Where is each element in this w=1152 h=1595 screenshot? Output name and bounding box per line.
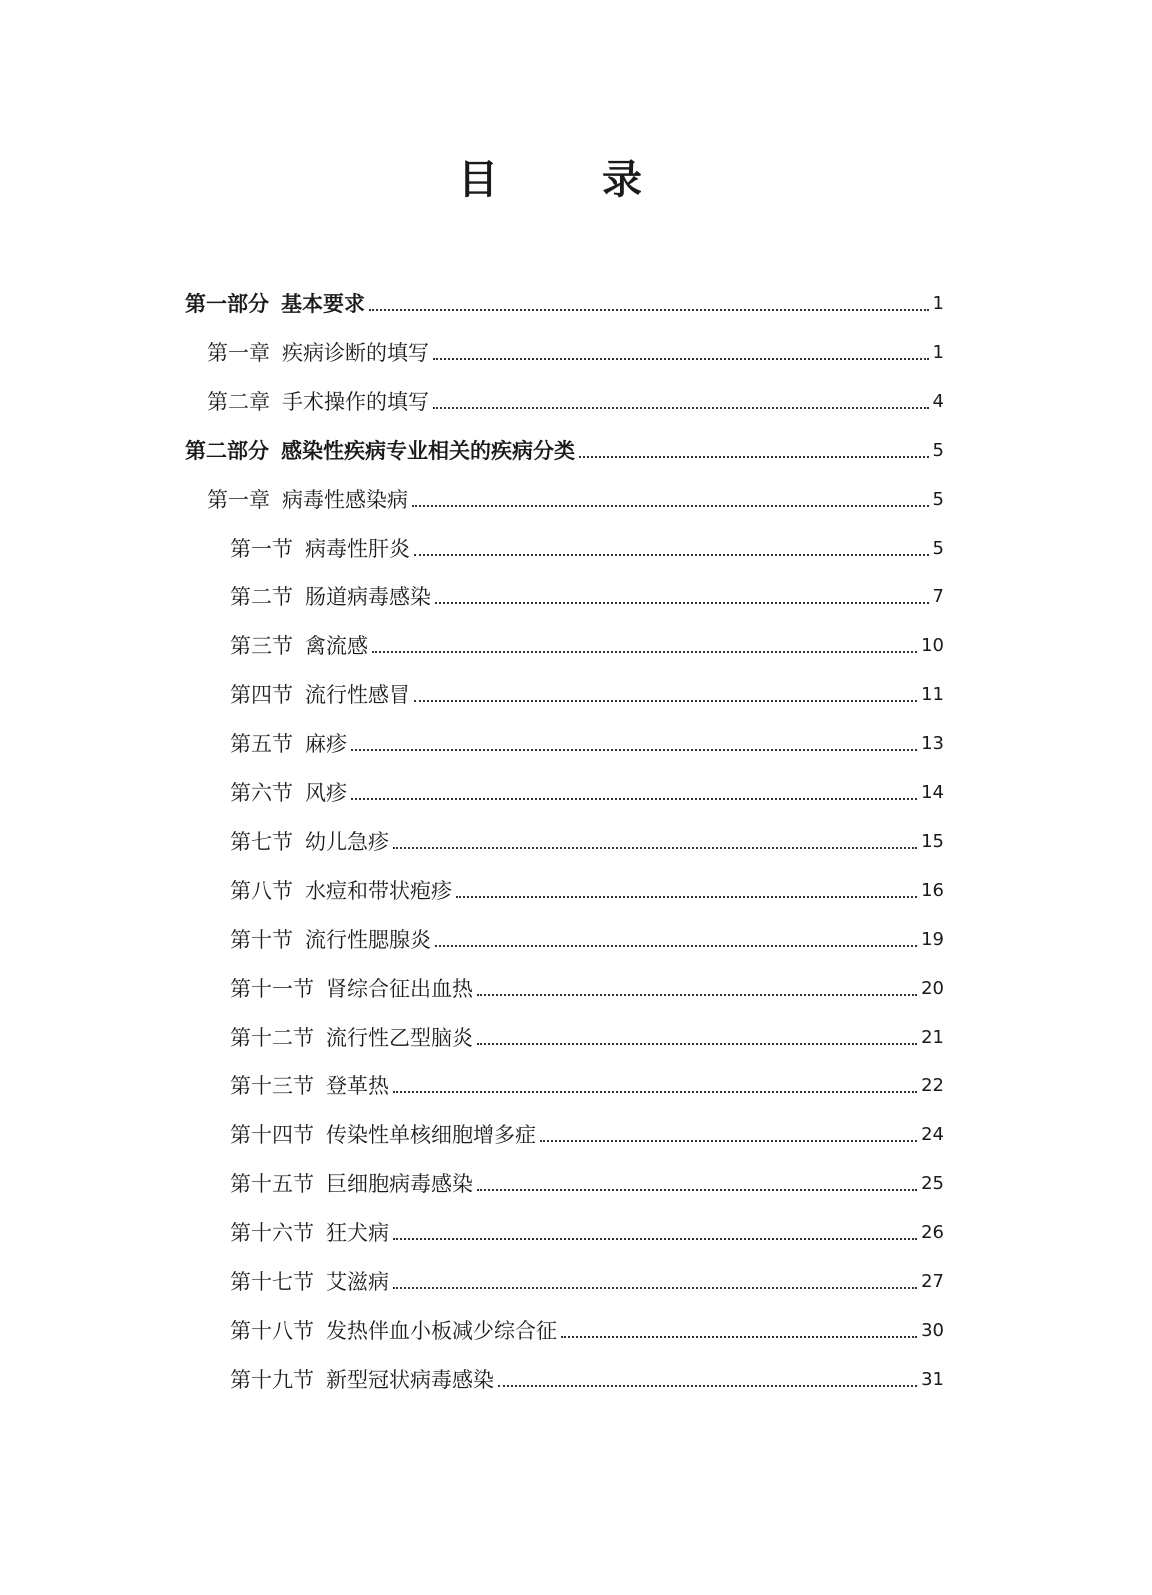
toc-entry-number: 第十六节 bbox=[230, 1221, 314, 1246]
toc-page-number: 31 bbox=[921, 1368, 944, 1390]
toc-page-number: 19 bbox=[921, 928, 944, 950]
dot-leader bbox=[540, 1140, 917, 1142]
toc-page-number: 5 bbox=[932, 537, 944, 559]
toc-entry[interactable] bbox=[230, 1060, 944, 1100]
toc-page-number: 1 bbox=[932, 293, 944, 314]
toc-entry-label bbox=[207, 486, 412, 514]
toc-entry-number: 第十三节 bbox=[230, 1074, 314, 1099]
toc-entry[interactable] bbox=[230, 767, 944, 807]
toc-entry-number: 第十节 bbox=[230, 927, 293, 952]
dot-leader bbox=[372, 651, 917, 653]
toc-entry-number: 第十七节 bbox=[230, 1270, 314, 1294]
toc-page-number: 11 bbox=[921, 684, 944, 706]
dot-leader bbox=[414, 554, 929, 556]
toc-entry-title: 感染性疾病专业相关的疾病分类 bbox=[281, 438, 575, 463]
toc-entry[interactable] bbox=[185, 425, 944, 465]
toc-entry-number: 第二部分 bbox=[185, 438, 269, 463]
toc-entry-label bbox=[230, 730, 351, 758]
toc-entry[interactable] bbox=[230, 1109, 944, 1149]
toc-entry-label bbox=[230, 535, 414, 563]
toc-entry[interactable] bbox=[230, 1012, 944, 1052]
toc-entry[interactable] bbox=[230, 816, 944, 856]
toc-entry-title: 巨细胞病毒感染 bbox=[326, 1172, 473, 1197]
toc-entry-title: 狂犬病 bbox=[326, 1221, 389, 1246]
dot-leader bbox=[433, 358, 929, 360]
toc-page-number: 27 bbox=[921, 1271, 944, 1292]
toc-entry-title: 登革热 bbox=[326, 1074, 389, 1099]
toc-entry[interactable] bbox=[230, 865, 944, 905]
dot-leader bbox=[435, 945, 917, 947]
toc-entry[interactable] bbox=[230, 963, 944, 1003]
toc-entry-title: 风疹 bbox=[305, 781, 347, 805]
toc-entry-label bbox=[207, 388, 433, 416]
dot-leader bbox=[579, 456, 929, 458]
toc-entry[interactable] bbox=[230, 669, 944, 709]
toc-entry-number: 第二节 bbox=[230, 585, 293, 610]
toc-entry-label bbox=[230, 1072, 393, 1100]
toc-entry[interactable] bbox=[230, 1256, 944, 1296]
dot-leader bbox=[414, 700, 917, 702]
toc-entry-label bbox=[230, 583, 435, 611]
toc-entry-number: 第六节 bbox=[230, 781, 293, 805]
toc-entry[interactable] bbox=[230, 718, 944, 758]
toc-page-number: 25 bbox=[921, 1173, 944, 1195]
dot-leader bbox=[393, 847, 917, 849]
toc-entry-label bbox=[230, 1317, 561, 1345]
toc-entry-number: 第一部分 bbox=[185, 292, 269, 316]
toc-entry-label bbox=[230, 1268, 393, 1296]
toc-entry-label bbox=[230, 1170, 477, 1198]
toc-page-number: 21 bbox=[921, 1026, 944, 1048]
page-title: 目 录 bbox=[458, 157, 674, 203]
toc-entry-number: 第七节 bbox=[230, 829, 293, 854]
toc-entry[interactable] bbox=[230, 620, 944, 660]
toc-entry-label bbox=[230, 877, 456, 905]
toc-entry-number: 第三节 bbox=[230, 634, 293, 659]
toc-page-number: 20 bbox=[921, 977, 944, 999]
toc-entry[interactable] bbox=[230, 914, 944, 954]
toc-entry-number: 第十一节 bbox=[230, 976, 314, 1001]
dot-leader bbox=[351, 798, 917, 800]
toc-entry-number: 第十二节 bbox=[230, 1025, 314, 1050]
toc-page-number: 13 bbox=[921, 733, 944, 755]
toc-entry-title: 疾病诊断的填写 bbox=[282, 340, 429, 365]
toc-entry-title: 流行性感冒 bbox=[305, 683, 410, 708]
toc-entry-title: 基本要求 bbox=[281, 292, 365, 316]
dot-leader bbox=[433, 407, 929, 409]
toc-entry-title: 肾综合征出血热 bbox=[326, 976, 473, 1001]
toc-entry-label bbox=[230, 1121, 540, 1149]
toc-entry[interactable] bbox=[230, 1158, 944, 1198]
dot-leader bbox=[351, 749, 917, 751]
toc-entry-number: 第八节 bbox=[230, 878, 293, 903]
dot-leader bbox=[393, 1287, 917, 1289]
toc-entry[interactable] bbox=[207, 327, 944, 367]
toc-entry-label bbox=[230, 1024, 477, 1052]
dot-leader bbox=[435, 602, 929, 604]
toc-entry-label bbox=[230, 828, 393, 856]
toc-entry-label bbox=[185, 290, 369, 318]
dot-leader bbox=[477, 1189, 917, 1191]
toc-page-number: 4 bbox=[932, 390, 944, 412]
toc-entry[interactable] bbox=[230, 1305, 944, 1345]
toc-entry[interactable] bbox=[230, 1354, 944, 1394]
toc-entry-label bbox=[230, 1366, 498, 1394]
toc-entry-title: 传染性单核细胞增多症 bbox=[326, 1123, 536, 1148]
dot-leader bbox=[498, 1385, 917, 1387]
toc-entry-title: 手术操作的填写 bbox=[282, 389, 429, 414]
dot-leader bbox=[456, 896, 917, 898]
dot-leader bbox=[393, 1091, 917, 1093]
toc-entry[interactable] bbox=[230, 523, 944, 563]
toc-entry-label bbox=[207, 339, 433, 367]
toc-page-number: 26 bbox=[921, 1222, 944, 1244]
toc-entry-label bbox=[230, 779, 351, 807]
toc-entry-title: 水痘和带状疱疹 bbox=[305, 878, 452, 903]
toc-entry-number: 第十五节 bbox=[230, 1172, 314, 1197]
toc-page-number: 30 bbox=[921, 1319, 944, 1341]
toc-page-number: 5 bbox=[932, 439, 944, 461]
toc-entry-title: 病毒性肝炎 bbox=[305, 536, 410, 561]
toc-entry-number: 第一节 bbox=[230, 536, 293, 561]
toc-entry-number: 第十八节 bbox=[230, 1318, 314, 1343]
dot-leader bbox=[393, 1238, 917, 1240]
dot-leader bbox=[412, 505, 929, 507]
toc-entry-title: 流行性腮腺炎 bbox=[305, 927, 431, 952]
toc-page-number: 14 bbox=[921, 782, 944, 803]
toc-entry-title: 禽流感 bbox=[305, 634, 368, 659]
toc-entry-label bbox=[230, 681, 414, 709]
dot-leader bbox=[369, 309, 929, 311]
toc-entry-number: 第二章 bbox=[207, 389, 270, 414]
toc-entry-title: 新型冠状病毒感染 bbox=[326, 1367, 494, 1392]
toc-entry-label bbox=[185, 437, 579, 465]
toc-page-number: 1 bbox=[932, 341, 944, 363]
toc-page-number: 16 bbox=[921, 879, 944, 901]
toc-entry[interactable] bbox=[185, 278, 944, 318]
toc-page-number: 24 bbox=[921, 1124, 944, 1146]
toc-entry-title: 病毒性感染病 bbox=[282, 487, 408, 512]
toc-entry[interactable] bbox=[230, 1207, 944, 1247]
toc-entry-label bbox=[230, 1219, 393, 1247]
dot-leader bbox=[477, 1043, 917, 1045]
toc-entry-label bbox=[230, 632, 372, 660]
toc-entry-number: 第十四节 bbox=[230, 1123, 314, 1148]
toc-entry-label bbox=[230, 926, 435, 954]
toc-page-number: 22 bbox=[921, 1075, 944, 1097]
toc-entry-label bbox=[230, 975, 477, 1003]
toc-page-number: 15 bbox=[921, 830, 944, 852]
toc-entry-number: 第一章 bbox=[207, 487, 270, 512]
toc-entry-number: 第五节 bbox=[230, 732, 293, 757]
toc-entry[interactable] bbox=[207, 376, 944, 416]
toc-entry-title: 发热伴血小板减少综合征 bbox=[326, 1318, 557, 1343]
toc-entry-number: 第四节 bbox=[230, 683, 293, 708]
toc-page-number: 10 bbox=[921, 635, 944, 657]
toc-entry-number: 第一章 bbox=[207, 340, 270, 365]
toc-entry-number: 第十九节 bbox=[230, 1367, 314, 1392]
toc-entry-title: 肠道病毒感染 bbox=[305, 585, 431, 610]
toc-entry-title: 幼儿急疹 bbox=[305, 829, 389, 854]
toc-entry-title: 麻疹 bbox=[305, 732, 347, 757]
toc-page-number: 7 bbox=[932, 586, 944, 608]
toc-entry[interactable] bbox=[230, 571, 944, 611]
toc-entry[interactable] bbox=[207, 474, 944, 514]
toc-entry-title: 艾滋病 bbox=[326, 1270, 389, 1294]
toc-page-number: 5 bbox=[932, 488, 944, 510]
dot-leader bbox=[477, 994, 917, 996]
toc-entry-title: 流行性乙型脑炎 bbox=[326, 1025, 473, 1050]
dot-leader bbox=[561, 1336, 917, 1338]
